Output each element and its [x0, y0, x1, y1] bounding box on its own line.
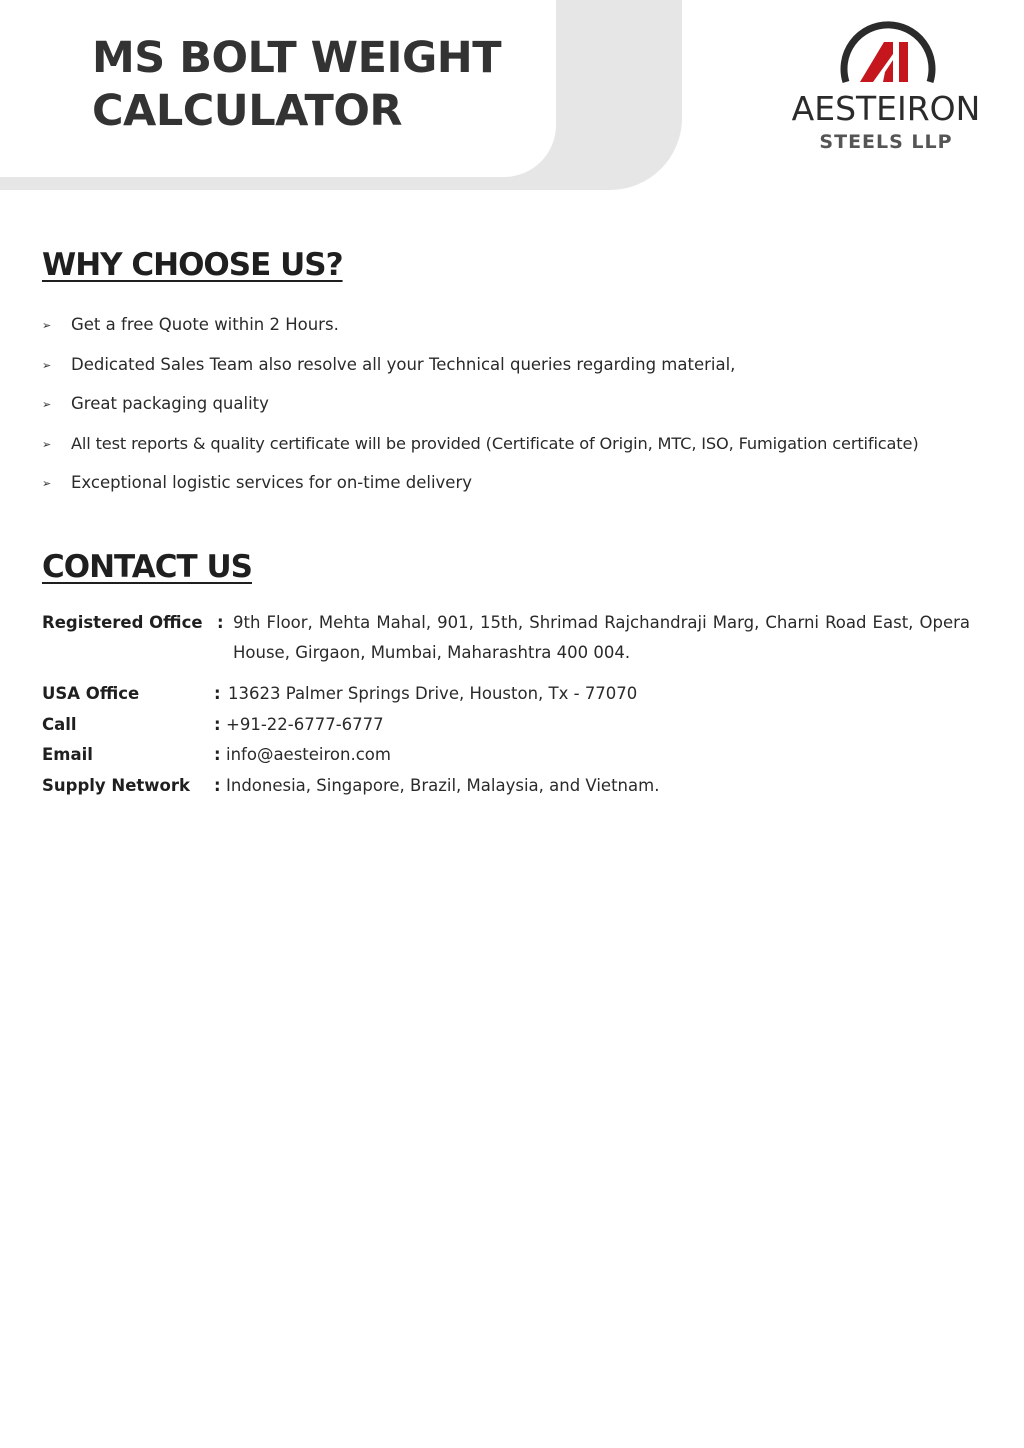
list-item: [42, 391, 1002, 431]
why-choose-us-heading: WHY CHOOSE US?: [42, 247, 343, 283]
email-address-link[interactable]: info@aesteiron.com: [226, 745, 391, 764]
arrow-bullet-icon: ➢: [42, 477, 52, 490]
list-item-text: Dedicated Sales Team also resolve all your Technical queries regarding material,: [71, 354, 736, 374]
page-title-line-2: CALCULATOR: [92, 86, 403, 136]
list-item-text: Get a free Quote within 2 Hours.: [71, 315, 339, 334]
phone-number[interactable]: +91-22-6777-6777: [226, 714, 384, 734]
logo-company-subtitle: STEELS LLP: [819, 131, 953, 153]
list-item-text: Great packaging quality: [71, 394, 269, 413]
logo-company-name: AESTEIRON: [791, 89, 981, 128]
usa-office-label: USA Office: [42, 684, 140, 703]
contact-row-usa-office: [42, 679, 970, 710]
list-item: [42, 470, 1002, 510]
call-label: Call: [42, 714, 77, 734]
list-item-text: All test reports & quality certificate will be provided (Certificate of Origin, MTC, ISO, Fumigation certificate): [71, 433, 919, 453]
company-logo: [786, 14, 986, 154]
contact-row-email: [42, 740, 970, 771]
arrow-bullet-icon: ➢: [42, 437, 52, 451]
list-item: [42, 431, 1002, 471]
why-choose-us-list: [42, 312, 1002, 510]
page-title-line-1: MS BOLT WEIGHT: [92, 33, 502, 83]
contact-row-registered-office: [42, 608, 970, 679]
contact-row-supply-network: [42, 771, 970, 802]
list-item: [42, 312, 1002, 352]
supply-network-countries: Indonesia, Singapore, Brazil, Malaysia, and Vietnam.: [226, 775, 660, 795]
list-item-text: Exceptional logistic services for on-time delivery: [71, 473, 473, 492]
list-item: [42, 352, 1002, 392]
registered-office-label: Registered Office: [42, 613, 203, 632]
arrow-bullet-icon: ➢: [42, 398, 52, 411]
separator-colon: :: [214, 745, 221, 764]
page-title: [92, 32, 532, 138]
contact-us-heading: CONTACT US: [42, 549, 252, 585]
supply-network-label: Supply Network: [42, 775, 190, 795]
usa-office-address: 13623 Palmer Springs Drive, Houston, Tx - 77070: [228, 684, 638, 703]
separator-colon: :: [217, 613, 224, 632]
contact-row-call: [42, 710, 970, 741]
email-label: Email: [42, 745, 93, 764]
arrow-bullet-icon: ➢: [42, 358, 52, 372]
arrow-bullet-icon: ➢: [42, 319, 52, 332]
separator-colon: :: [214, 775, 221, 795]
contact-details: [42, 608, 970, 801]
separator-colon: :: [214, 714, 221, 734]
aesteiron-logo-mark-icon: [838, 14, 938, 86]
separator-colon: :: [214, 684, 221, 703]
registered-office-address: 9th Floor, Mehta Mahal, 901, 15th, Shrimad Rajchandraji Marg, Charni Road East, Opera House, Girgaon, Mumbai, Maharashtra 400 004.: [233, 613, 970, 662]
